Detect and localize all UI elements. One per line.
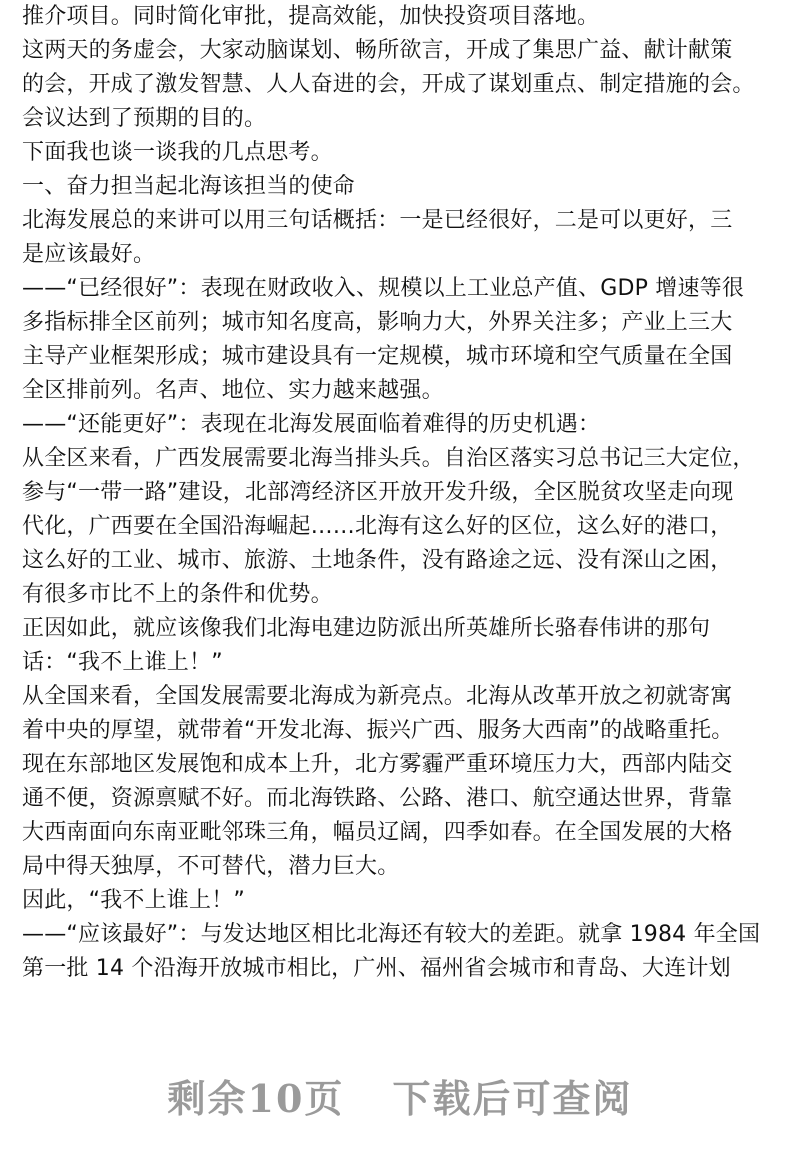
remaining-pages-label: 剩余10页	[167, 1076, 345, 1121]
text-line: 从全国来看，全国发展需要北海成为新亮点。北海从改革开放之初就寄寓	[22, 684, 733, 709]
text-line: 这两天的务虚会，大家动脑谋划、畅所欲言，开成了集思广益、献计献策	[22, 38, 733, 63]
text-line: 下面我也谈一谈我的几点思考。	[22, 140, 333, 165]
text-line: 全区排前列。名声、地位、实力越来越强。	[22, 378, 444, 403]
text-line: 着中央的厚望，就带着“开发北海、振兴广西、服务大西南”的战略重托。	[22, 718, 734, 743]
text-line: 正因如此，就应该像我们北海电建边防派出所英雄所长骆春伟讲的那句	[22, 616, 711, 641]
text-line: 话：“我不上谁上！”	[22, 650, 223, 675]
download-prompt-banner[interactable]	[0, 1072, 800, 1126]
text-line: 局中得天独厚，不可替代，潜力巨大。	[22, 854, 400, 879]
text-line: 代化，广西要在全国沿海崛起……北海有这么好的区位，这么好的港口，	[22, 514, 733, 539]
text-line: 参与“一带一路”建设，北部湾经济区开放开发升级，全区脱贫攻坚走向现	[22, 480, 734, 505]
text-line: 这么好的工业、城市、旅游、土地条件，没有路途之远、没有深山之困，	[22, 548, 733, 573]
section-heading: 一、奋力担当起北海该担当的使命	[22, 174, 356, 199]
text-line: 从全区来看，广西发展需要北海当排头兵。自治区落实习总书记三大定位，	[22, 446, 755, 471]
text-line: 主导产业框架形成；城市建设具有一定规模，城市环境和空气质量在全国	[22, 344, 733, 369]
text-line: 北海发展总的来讲可以用三句话概括：一是已经很好，二是可以更好，三	[22, 208, 733, 233]
text-line: 是应该最好。	[22, 242, 156, 267]
text-line: 第一批 14 个沿海开放城市相比，广州、福州省会城市和青岛、大连计划	[22, 956, 731, 981]
document-body	[22, 0, 782, 986]
text-line: 会议达到了预期的目的。	[22, 106, 267, 131]
text-line: 大西南面向东南亚毗邻珠三角，幅员辽阔，四季如春。在全国发展的大格	[22, 820, 733, 845]
text-line: 通不便，资源禀赋不好。而北海铁路、公路、港口、航空通达世界，背靠	[22, 786, 733, 811]
text-line: 多指标排全区前列；城市知名度高，影响力大，外界关注多；产业上三大	[22, 310, 733, 335]
text-line: 的会，开成了激发智慧、人人奋进的会，开成了谋划重点、制定措施的会。	[22, 72, 755, 97]
text-line: ——“还能更好”：表现在北海发展面临着难得的历史机遇：	[22, 412, 601, 437]
text-line: 推介项目。同时简化审批，提高效能，加快投资项目落地。	[22, 4, 600, 29]
text-line: 现在东部地区发展饱和成本上升，北方雾霾严重环境压力大，西部内陆交	[22, 752, 733, 777]
download-hint-label: 下载后可查阅	[392, 1076, 633, 1121]
text-line: 因此，“我不上谁上！”	[22, 888, 245, 913]
text-line: 有很多市比不上的条件和优势。	[22, 582, 333, 607]
text-line: ——“已经很好”：表现在财政收入、规模以上工业总产值、GDP 增速等很	[22, 276, 745, 301]
text-line: ——“应该最好”：与发达地区相比北海还有较大的差距。就拿 1984 年全国	[22, 922, 761, 947]
